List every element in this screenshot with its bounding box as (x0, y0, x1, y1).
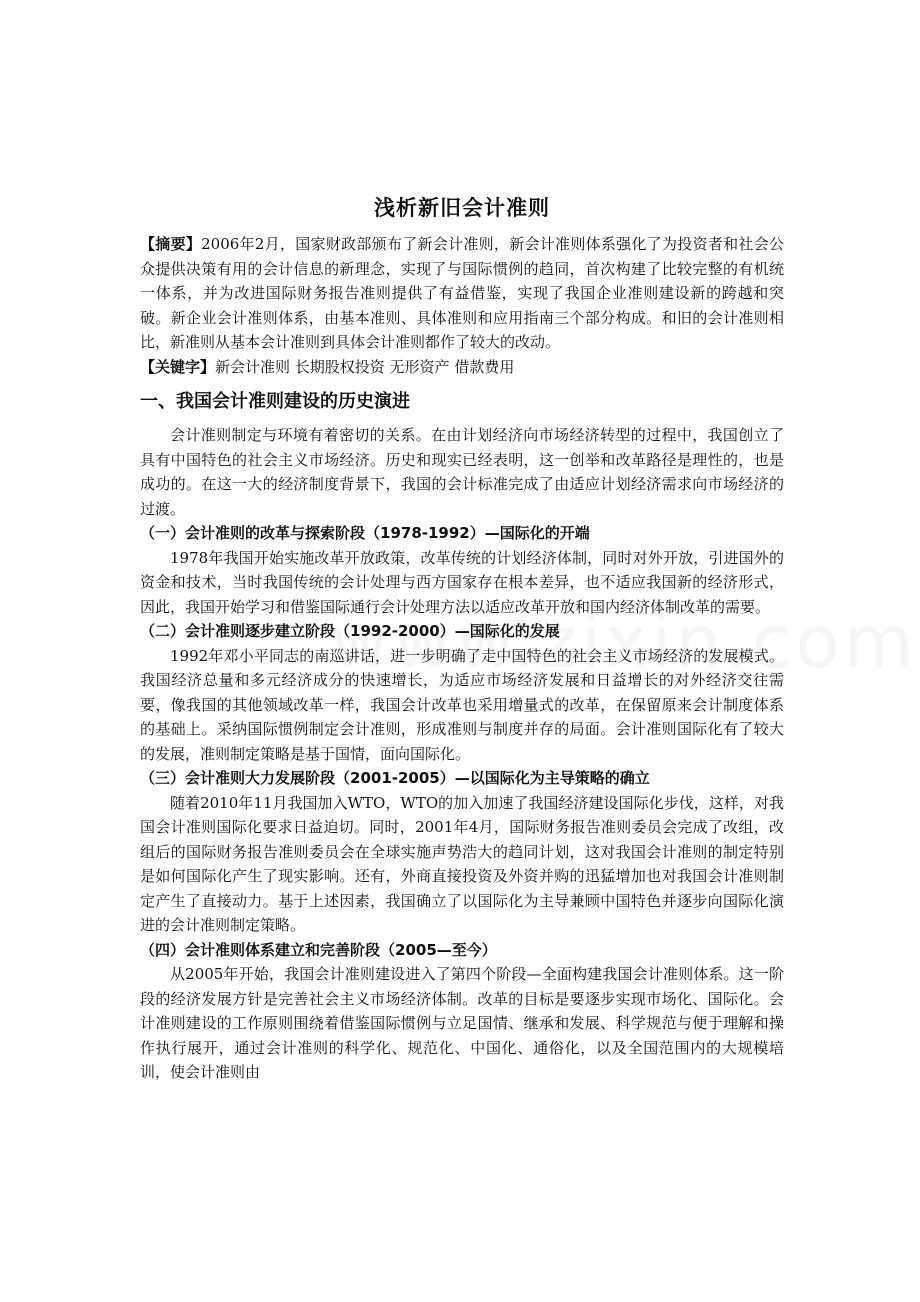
keywords-label: 【关键字】 (140, 357, 216, 376)
subsection-heading-3: （三）会计准则大力发展阶段（2001-2005）—以国际化为主导策略的确立 (140, 769, 650, 787)
subsection-heading-1: （一）会计准则的改革与探索阶段（1978-1992）—国际化的开端 (140, 524, 590, 542)
abstract-label: 【摘要】 (140, 235, 202, 253)
abstract-paragraph (140, 232, 784, 355)
subsection-text-1: 1978年我国开始实施改革开放政策，改革传统的计划经济体制，同时对外开放，引进国外的资金和技术，当时我国传统的会计处理与西方国家存在根本差异，也不适应我国新的经济形式，因此，我国开始学习和借鉴国际通行会计处理方法以适应改革开放和国内经济体制改革的需要。 (140, 548, 784, 616)
subsection-heading-4: （四）会计准则体系建立和完善阶段（2005—至今） (140, 940, 497, 959)
subsection-text-2: 1992年邓小平同志的南巡讲话，进一步明确了走中国特色的社会主义市场经济的发展模式。我国经济总量和多元经济成分的快速增长，为适应市场经济发展和日益增长的对外经济交往需要，像我国的其他领域改革一样，我国会计改革也采用增量式的改革，在保留原来会计制度体系的基础上。采纳国际惯例制定会计准则，形成准则与制度并存的局面。会计准则国际化有了较大的发展，准则制定策略是基于国情，面向国际化。 (140, 646, 784, 763)
subsection-text-4: 从2005年开始，我国会计准则建设进入了第四个阶段—全面构建我国会计准则体系。这一阶段的经济发展方针是完善社会主义市场经济体制。改革的目标是要逐步实现市场化、国际化。会计准则建设的工作原则围绕着借鉴国际惯例与立足国情、继承和发展、科学规范与便于理解和操作执行展开，通过会计准则的科学化、规范化、中国化、通俗化，以及全国范围内的大规模培训，使会计准则由 (140, 965, 784, 1081)
abstract-text: 2006年2月，国家财政部颁布了新会计准则，新会计准则体系强化了为投资者和社会公众提供决策有用的会计信息的新理念，实现了与国际惯例的趋同，首次构建了比较完整的有机统一体系，并为改进国际财务报告准则提供了有益借鉴，实现了我国企业准则建设新的跨越和突破。新企业会计准则体系，由基本准则、具体准则和应用指南三个部分构成。和旧的会计准则相比，新准则从基本会计准则到具体会计准则都作了较大的改动。 (140, 235, 784, 351)
document-page (140, 188, 784, 1085)
subsection-heading-2: （二）会计准则逐步建立阶段（1992-2000）—国际化的发展 (140, 622, 560, 640)
keywords-text: 新会计准则 长期股权投资 无形资产 借款费用 (215, 357, 515, 376)
section-heading: 一、我国会计准则建设的历史演进 (140, 391, 410, 412)
subsection-text-3: 随着2010年11月我国加入WTO，WTO的加入加速了我国经济建设国际化步伐，这样，对我国会计准则国际化要求日益迫切。同时，2001年4月，国际财务报告准则委员会完成了改组，改组后的国际财务报告准则委员会在全球实施声势浩大的趋同计划，这对我国会计准则的制定特别是如何国际化产生了现实影响。还有，外商直接投资及外资并购的迅猛增加也对我国会计准则制定产生了直接动力。基于上述因素，我国确立了以国际化为主导兼顾中国特色并逐步向国际化演进的会计准则制定策略。 (140, 793, 784, 934)
keywords-paragraph (140, 355, 784, 380)
section-intro: 会计准则制定与环境有着密切的关系。在由计划经济向市场经济转型的过程中，我国创立了具有中国特色的社会主义市场经济。历史和现实已经表明，这一创举和改革路径是理性的，也是成功的。在这一大的经济制度背景下，我国的会计标准完成了由适应计划经济需求向市场经济的过渡。 (140, 426, 784, 518)
document-title: 浅析新旧会计准则 (374, 196, 550, 220)
